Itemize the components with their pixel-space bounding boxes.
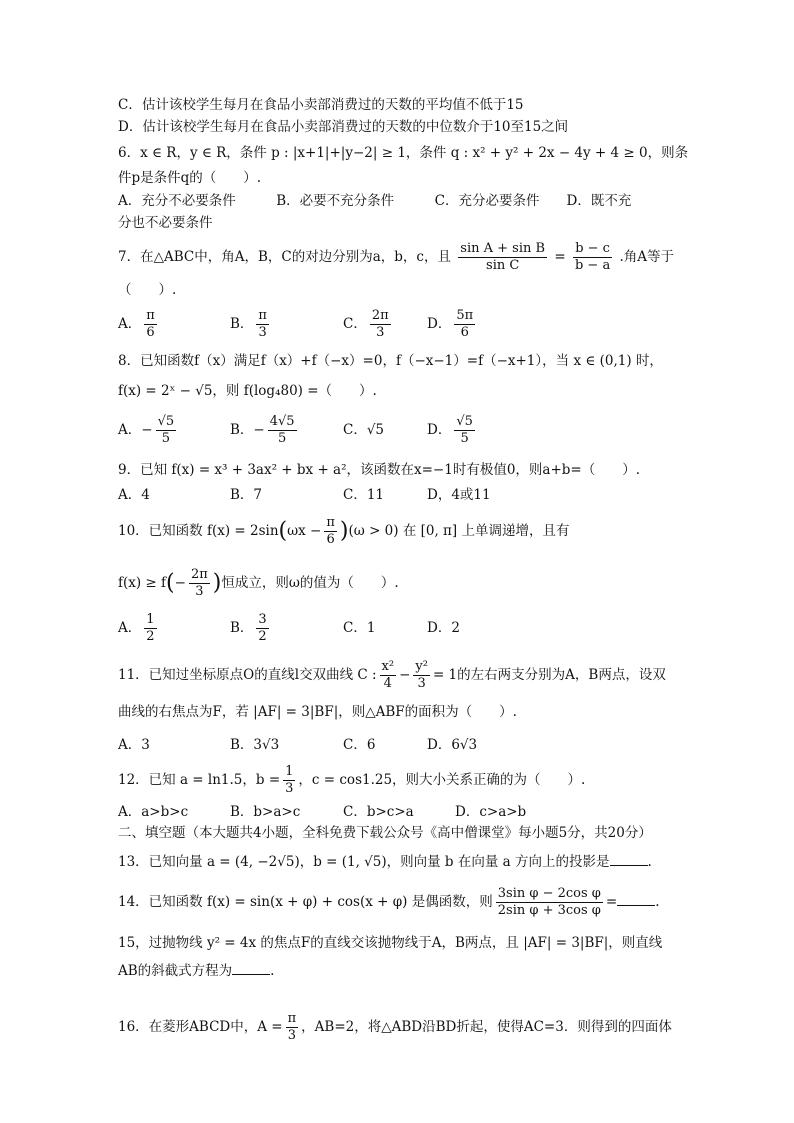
question-7-line1 [118,240,674,274]
q8-option-b: B．− $\frac{4√5}{5}$ [230,414,295,446]
question-11-line2: 曲线的右焦点为F，若 |AF| = 3|BF|，则△ABF的面积为（ ）. [118,704,517,720]
question-13-line: 13．已知向量 a = (4, −2√5)，b = (1, √5)，则向量 b 在向量 a 方向上的投影是 . [118,851,652,872]
section-2-heading: 二、填空题（本大题共4小题，全科免费下载公众号《高中僧课堂》每小题5分，共20分） [118,825,652,841]
question-6-options: A．充分不必要条件 B．必要不充分条件 C．充分必要条件 D．既不充 [118,193,632,209]
question-8-line1: 8．已知函数f（x）满足f（x）+f（−x）=0，f（−x−1）=f（−x+1），当 x ∈ (0,1) 时， [118,353,663,369]
q9-option-b: B．7 [230,487,263,503]
q9-option-c: C．11 [343,487,385,503]
q12-option-c: C．b>c>a [343,804,414,820]
q12-option-b: B．b>a>c [230,804,301,820]
question-11-line1: 11．已知过坐标原点O的直线l交双曲线 C : $\frac{\text{x²}}{4}$ − $\frac{\text{y²}}{3}$ = 1的左右两支分别为A，B两点，设双 [118,659,666,691]
q7-fraction-2: $\frac{b - c}{b - a}$ [574,241,611,273]
answer-blank-13[interactable] [610,851,648,866]
q7-fraction-1: $\frac{\text{sin A + sin B}}{\text{sin C}}$ [460,241,546,273]
q7-option-a: A． $\frac{\pi}{6}$ [118,308,155,340]
q11-option-b: B．3√3 [230,737,280,753]
q7-option-b: B． $\frac{\pi}{3}$ [230,308,267,340]
question-6-line2: 件p是条件q的（ ）. [118,170,262,186]
q11-option-c: C．6 [343,737,376,753]
question-7-paren: （ ）. [118,282,177,298]
option-c-line: C．估计该校学生每月在食品小卖部消费过的天数的平均值不低于15 [118,97,524,113]
question-15-line1: 15，过抛物线 y² = 4x 的焦点F的直线交该抛物线于A，B两点，且 |AF| = 3|BF|，则直线 [118,935,663,951]
question-9-line: 9．已知 f(x) = x³ + 3ax² + bx + a²，该函数在x=−1时有极值0，则a+b=（ ）. [118,462,641,478]
q10-option-a: A． $\frac{1}{2}$ [118,612,155,644]
question-12-line: 12．已知 a = ln1.5，b = $\frac{1}{3}$ ，c = cos1.25，则大小关系正确的为（ ）. [118,764,586,796]
answer-blank-15[interactable] [232,960,270,975]
q8-option-c: C．√5 [343,422,385,438]
answer-blank-14[interactable] [617,891,655,906]
question-10-line2: f(x) ≥ f(− $\frac{2\pi}{3}$ )恒成立，则ω的值为（ ）. [118,567,399,599]
question-6-options-cont: 分也不必要条件 [118,215,213,231]
q12-option-d: D．c>a>b [455,804,527,820]
q9-option-a: A．4 [118,487,150,503]
q7-option-c: C． $\frac{2\pi}{3}$ [343,308,389,340]
q8-option-a: A．− $\frac{√5}{5}$ [118,414,175,446]
q12-option-a: A．a>b>c [118,804,189,820]
q7-eq: = [554,249,566,265]
q8-option-d: D． $\frac{√5}{5}$ [427,414,473,446]
q11-option-a: A．3 [118,737,150,753]
q7-option-d: D． $\frac{5\pi}{6}$ [427,308,474,340]
question-10-line1: 10．已知函数 f(x) = 2sin(ωx − $\frac{\pi}{6}$ )(ω > 0) 在 [0, π] 上单调递增，且有 [118,515,570,547]
question-8-line2: f(x) = 2ˣ − √5，则 f(log₄80) =（ ）. [118,383,377,399]
q7-post: .角A等于 [619,249,675,265]
option-d-line: D．估计该校学生每月在食品小卖部消费过的天数的中位数介于10至15之间 [118,119,569,135]
q9-option-d: D，4或11 [427,487,491,503]
question-14-line: 14．已知函数 f(x) = sin(x + φ) + cos(x + φ) 是偶函数，则 $\frac{\text{3sin φ − 2cos φ}}{\text{2sin φ + 3cos φ}}$ = . [118,886,660,918]
q10-option-b: B． $\frac{3}{2}$ [230,612,267,644]
q7-pre: 7．在△ABC中，角A，B，C的对边分别为a，b，c，且 [118,249,451,265]
q10-option-c: C．1 [343,620,376,636]
q10-option-d: D．2 [427,620,460,636]
q11-option-d: D．6√3 [427,737,478,753]
question-15-line2: AB的斜截式方程为 . [118,960,274,981]
question-16-line: 16．在菱形ABCD中，A = $\frac{\pi}{3}$ ，AB=2，将△ABD沿BD折起，使得AC=3．则得到的四面体 [118,1011,672,1043]
question-6-line1: 6．x ∈ R，y ∈ R，条件 p : |x+1|+|y−2| ≥ 1，条件 q : x² + y² + 2x − 4y + 4 ≥ 0，则条 [118,145,689,161]
